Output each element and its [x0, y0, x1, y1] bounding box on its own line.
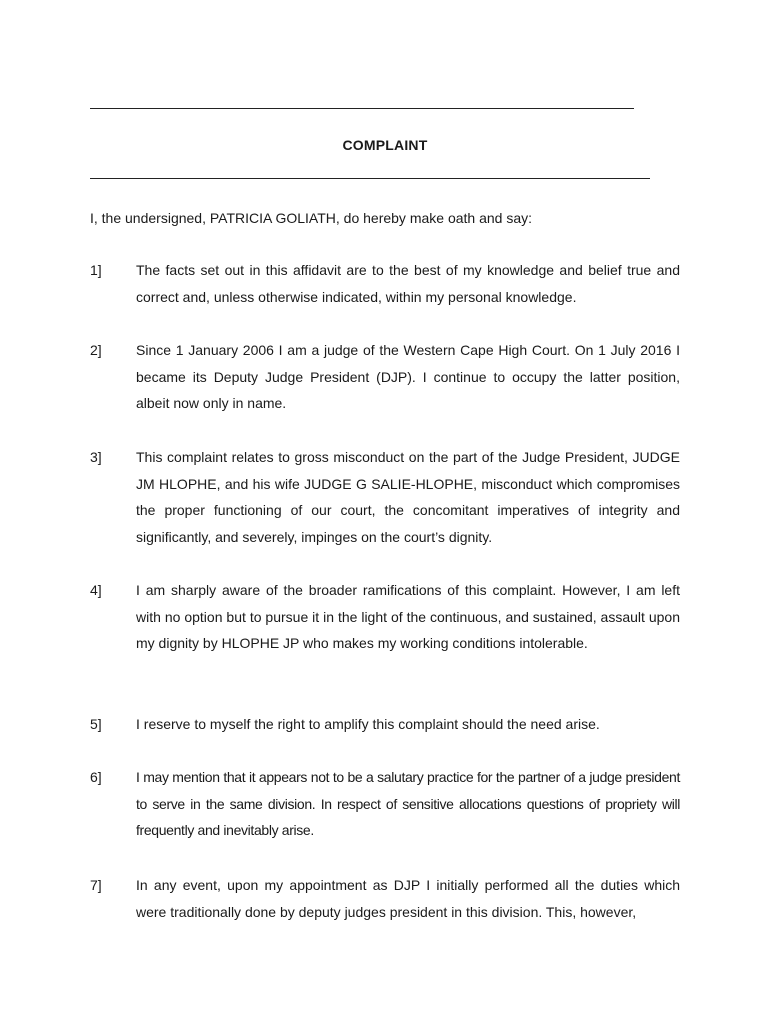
paragraph-number: 7] [90, 877, 102, 893]
paragraph-4 [90, 577, 680, 657]
title-top-rule [90, 108, 634, 109]
paragraph-2 [90, 337, 680, 417]
paragraph-number: 2] [90, 342, 102, 358]
paragraph-text: I reserve to myself the right to amplify this complaint should the need arise. [136, 716, 600, 732]
document-title: COMPLAINT [342, 137, 428, 153]
paragraph-7 [90, 872, 680, 925]
paragraph-number: 3] [90, 449, 102, 465]
intro-statement: I, the undersigned, PATRICIA GOLIATH, do hereby make oath and say: [90, 210, 533, 226]
paragraph-number: 4] [90, 582, 102, 598]
paragraph-text: I am sharply aware of the broader ramifications of this complaint. However, I am left with no option but to pursue it in the light of the continuous, and sustained, assault upon my dignity by HLOPHE JP who makes my working conditions intolerable. [136, 582, 680, 651]
title-bottom-rule [90, 178, 650, 179]
paragraph-3 [90, 444, 680, 550]
paragraph-text: I may mention that it appears not to be a salutary practice for the partner of a judge president to serve in the same division. In respect of sensitive allocations questions of propriety will frequently and inevitably arise. [136, 769, 680, 838]
paragraph-text: Since 1 January 2006 I am a judge of the Western Cape High Court. On 1 July 2016 I became its Deputy Judge President (DJP). I continue to occupy the latter position, albeit now only in name. [136, 342, 680, 411]
paragraph-6 [90, 764, 680, 844]
paragraph-number: 1] [90, 262, 102, 278]
paragraph-text: This complaint relates to gross misconduct on the part of the Judge President, JUDGE JM HLOPHE, and his wife JUDGE G SALIE-HLOPHE, misconduct which compromises the proper functioning of our court, the concomitant imperatives of integrity and significantly, and severely, impinges on the court’s dignity. [136, 449, 680, 545]
paragraph-1 [90, 257, 680, 310]
paragraph-number: 5] [90, 716, 102, 732]
paragraph-text: In any event, upon my appointment as DJP I initially performed all the duties which were traditionally done by deputy judges president in this division. This, however, [136, 877, 680, 920]
paragraph-5 [90, 711, 680, 738]
paragraph-text: The facts set out in this affidavit are to the best of my knowledge and belief true and correct and, unless otherwise indicated, within my personal knowledge. [136, 262, 680, 305]
paragraph-number: 6] [90, 769, 102, 785]
